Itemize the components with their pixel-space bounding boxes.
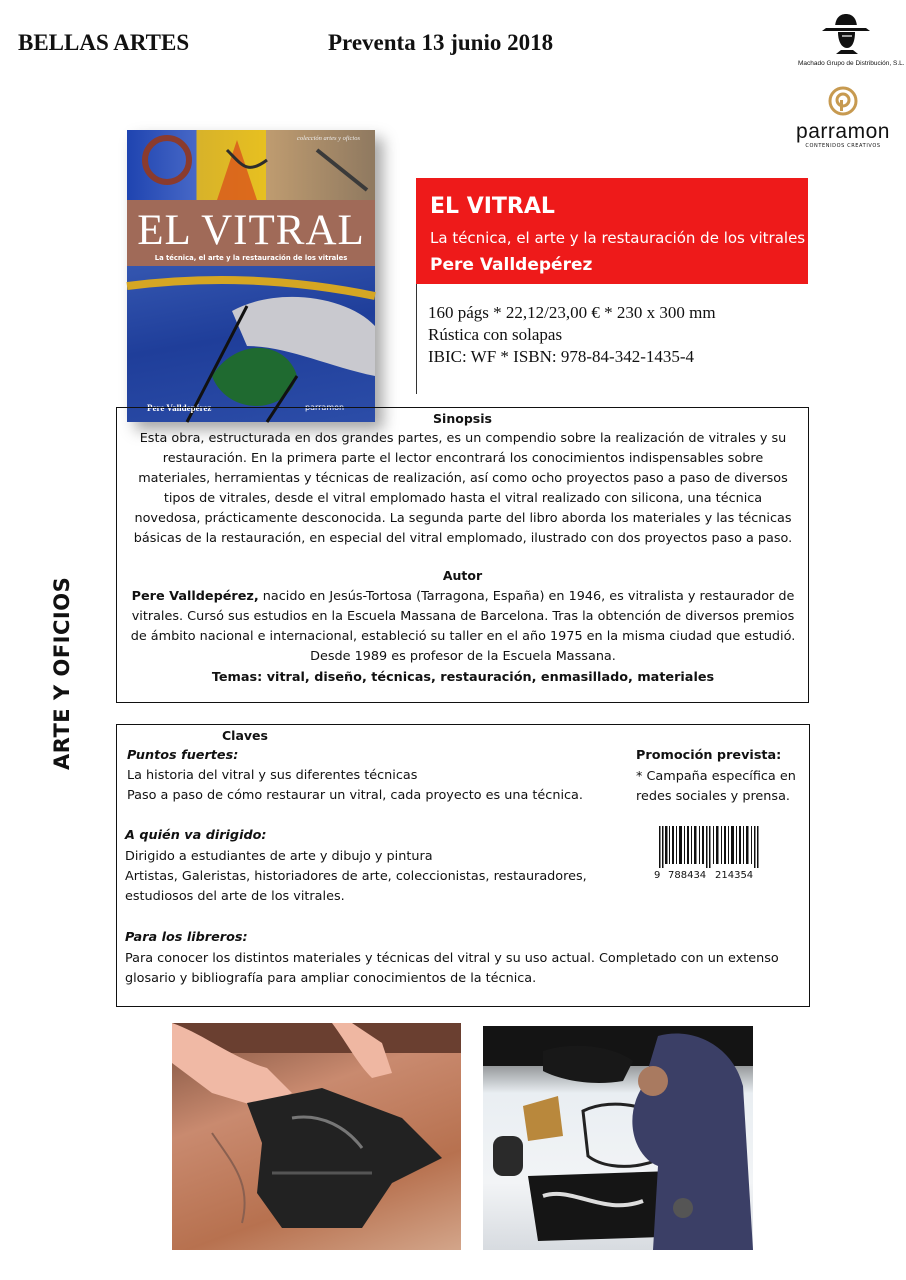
cover-collection: colección artes y oficios bbox=[297, 135, 360, 142]
author-heading: Autor bbox=[442, 568, 483, 583]
hat-man-icon bbox=[818, 12, 874, 54]
cover-author: Pere Valldepérez bbox=[147, 403, 212, 413]
audience-item: Artistas, Galeristas, historiadores de arte, coleccionistas, restauradores, bbox=[125, 869, 587, 884]
publisher-logo bbox=[790, 86, 896, 149]
audience-item: estudiosos del arte de los vitrales. bbox=[125, 889, 345, 904]
strength-item: Paso a paso de cómo restaurar un vitral, cada proyecto es una técnica. bbox=[127, 788, 583, 803]
synopsis-text: Esta obra, estructurada en dos grandes partes, es un compendio sobre la realización de vitrales y su restauración. En la primera parte el lector encontrará los conocimientos indispensables sobre materiales, herramientas y técnicas de realización, así como ocho proyectos paso a paso de diversos tipos de vitrales, desde el vitral emplomado hasta el vitral realizado con silicona, una técnica novedosa, prácticamente desconocida. La segunda parte del libro aborda los materiales y las técnicas básicas de la restauración, en especial del vitral emplomado, ilustrado con dos proyectos paso a paso. bbox=[133, 431, 793, 546]
book-author: Pere Valldepérez bbox=[430, 255, 593, 275]
audience-item: Dirigido a estudiantes de arte y dibujo y pintura bbox=[125, 849, 433, 864]
author-bio-text: nacido en Jesús-Tortosa (Tarragona, España) en 1946, es vitralista y restaurador de vitrales. Cursó sus estudios en la Escuela Massana de Barcelona. Tras la obtención de diversos premios de ámbito nacional e internacional, estableció su taller en el año 1975 en la misma ciudad que estudió. Desde 1989 es profesor de la Escuela Massana. bbox=[130, 589, 796, 664]
publisher-name: parramon bbox=[796, 120, 890, 143]
presale-date: Preventa 13 junio 2018 bbox=[328, 30, 554, 55]
promo-item: redes sociales y prensa. bbox=[636, 789, 790, 804]
book-specs bbox=[428, 302, 716, 368]
cover-brand: parramon bbox=[305, 403, 345, 412]
photo-restoration-art bbox=[483, 1026, 753, 1250]
barcode-right-digits: 214354 bbox=[715, 870, 754, 881]
specs-pages-price: 160 págs * 22,12/23,00 € * 230 x 300 mm bbox=[428, 303, 716, 322]
photo-lead-art bbox=[172, 1023, 461, 1250]
book-title-box bbox=[416, 178, 808, 284]
spec-divider bbox=[416, 284, 417, 394]
booksellers-item: glosario y bibliografía para ampliar conocimientos de la técnica. bbox=[125, 971, 537, 986]
booksellers-label: Para los libreros: bbox=[125, 930, 248, 945]
specs-isbn: IBIC: WF * ISBN: 978-84-342-1435-4 bbox=[428, 347, 695, 366]
synopsis-heading: Sinopsis bbox=[433, 411, 492, 426]
themes: Temas: vitral, diseño, técnicas, restauración, enmasillado, materiales bbox=[211, 670, 715, 685]
parramon-mark-icon bbox=[828, 86, 858, 116]
cover-subtitle: La técnica, el arte y la restauración de los vitrales bbox=[154, 254, 348, 262]
promo-item: * Campaña específica en bbox=[636, 769, 796, 784]
cover-glass-art bbox=[127, 266, 375, 422]
synopsis-box bbox=[116, 407, 809, 703]
book-cover bbox=[127, 130, 375, 422]
isbn-barcode bbox=[655, 826, 767, 880]
strengths-label: Puntos fuertes: bbox=[127, 748, 239, 763]
author-bio bbox=[129, 587, 797, 667]
category-title: BELLAS ARTES bbox=[18, 30, 190, 55]
author-bio-name: Pere Valldepérez, bbox=[131, 589, 259, 604]
distributor-logo bbox=[798, 12, 905, 72]
publisher-tagline: CONTENIDOS CREATIVOS bbox=[805, 143, 881, 149]
barcode-lead-digit: 9 bbox=[654, 870, 661, 881]
audience-label: A quién va dirigido: bbox=[125, 828, 267, 843]
section-side-label: ARTE Y OFICIOS bbox=[50, 576, 74, 770]
photo-lead-work bbox=[172, 1023, 461, 1250]
cover-title: EL VITRAL bbox=[137, 207, 365, 254]
booksellers-item: Para conocer los distintos materiales y técnicas del vitral y su uso actual. Completado con un extenso bbox=[125, 951, 779, 966]
promo-label: Promoción prevista: bbox=[636, 748, 782, 763]
barcode-left-digits: 788434 bbox=[668, 870, 707, 881]
photo-restoration bbox=[483, 1026, 753, 1250]
claves-heading: Claves bbox=[222, 728, 268, 743]
book-title: EL VITRAL bbox=[430, 194, 555, 219]
strength-item: La historia del vitral y sus diferentes técnicas bbox=[127, 768, 418, 783]
barcode-bars-icon bbox=[655, 826, 767, 880]
book-subtitle: La técnica, el arte y la restauración de los vitrales bbox=[430, 229, 806, 247]
specs-binding: Rústica con solapas bbox=[428, 325, 563, 344]
distributor-name: Machado Grupo de Distribución, S.L. bbox=[798, 60, 905, 67]
